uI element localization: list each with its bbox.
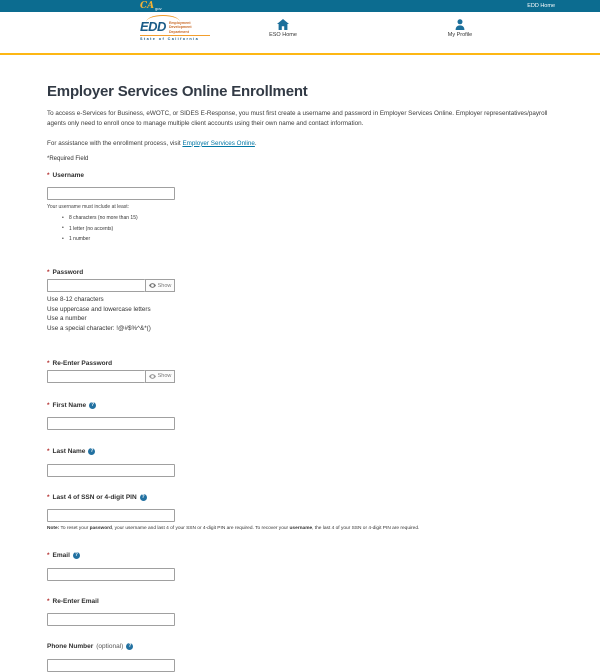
reenter-password-label: * Re-Enter Password bbox=[47, 359, 113, 367]
password-rule: Use a special character: !@#$%^&*() bbox=[47, 325, 151, 333]
eye-icon bbox=[149, 374, 156, 379]
first-name-label: * First Name ? bbox=[47, 401, 95, 409]
assistance-prefix: For assistance with the enrollment process, visit bbox=[47, 139, 183, 147]
page-title: Employer Services Online Enrollment bbox=[47, 83, 308, 100]
ssn-pin-label: * Last 4 of SSN or 4-digit PIN ? bbox=[47, 493, 145, 501]
assistance-suffix: . bbox=[254, 139, 257, 147]
edd-logo-tagline: State of California bbox=[140, 35, 210, 41]
username-group bbox=[47, 172, 553, 243]
required-asterisk: * bbox=[47, 597, 50, 605]
last-name-label: * Last Name ? bbox=[47, 448, 94, 456]
edd-logo-acronym: EDD bbox=[140, 19, 166, 34]
required-asterisk: * bbox=[47, 401, 50, 409]
last-name-group bbox=[47, 448, 553, 477]
reenter-email-group bbox=[47, 598, 553, 627]
password-rule: Use uppercase and lowercase letters bbox=[47, 305, 151, 313]
username-rule: • 1 number bbox=[62, 236, 553, 242]
required-asterisk: * bbox=[47, 269, 50, 277]
help-icon[interactable]: ? bbox=[141, 493, 145, 500]
edd-logo[interactable] bbox=[140, 15, 210, 41]
reenter-password-group bbox=[47, 360, 553, 383]
username-hint-title: Your username must include at least: bbox=[47, 204, 130, 211]
password-rule: Use 8-12 characters bbox=[47, 296, 104, 304]
home-icon bbox=[248, 18, 318, 30]
required-asterisk: * bbox=[47, 448, 50, 456]
reenter-email-label: * Re-Enter Email bbox=[47, 597, 99, 605]
required-asterisk: * bbox=[47, 171, 50, 179]
first-name-group bbox=[47, 402, 553, 431]
email-group bbox=[47, 552, 553, 581]
nav-eso-home-label: ESO Home bbox=[269, 32, 297, 38]
email-input[interactable] bbox=[47, 568, 175, 581]
password-rules bbox=[47, 295, 553, 333]
email-label: * Email ? bbox=[47, 552, 78, 560]
ca-gov-logo-text: CA bbox=[140, 0, 155, 11]
site-header bbox=[0, 12, 600, 55]
help-icon[interactable]: ? bbox=[91, 401, 95, 408]
reenter-email-input[interactable] bbox=[47, 613, 175, 626]
reenter-password-input[interactable] bbox=[47, 370, 145, 383]
password-input[interactable] bbox=[47, 279, 145, 292]
nav-eso-home[interactable] bbox=[248, 18, 318, 38]
password-group bbox=[47, 269, 553, 333]
last-name-input[interactable] bbox=[47, 464, 175, 477]
help-icon[interactable]: ? bbox=[128, 643, 132, 650]
intro-paragraph: To access e-Services for Business, eWOTC, or SIDES E-Response, you must first create a username and password in Employer Services Online. Employer representatives/payroll agents only need to enroll once to manage multiple client accounts using their own name and contact information. bbox=[47, 110, 548, 128]
ssn-pin-input[interactable] bbox=[47, 509, 175, 522]
required-asterisk: * bbox=[47, 493, 50, 501]
nav-my-profile[interactable] bbox=[425, 18, 495, 38]
username-label: * Username bbox=[47, 171, 84, 179]
eye-icon bbox=[149, 283, 156, 288]
ssn-pin-group bbox=[47, 494, 553, 532]
ca-gov-logo-suffix: gov bbox=[155, 5, 162, 11]
password-show-button[interactable]: Show bbox=[145, 279, 175, 292]
password-rule: Use a number bbox=[47, 315, 87, 323]
assistance-line bbox=[47, 140, 553, 147]
username-rules-list bbox=[62, 215, 553, 242]
edd-logo-department-lines: Employment Development Department bbox=[168, 21, 192, 34]
employer-services-online-link[interactable]: Employer Services Online bbox=[182, 139, 255, 147]
required-asterisk: * bbox=[47, 359, 50, 367]
username-rule: • 1 letter (no accents) bbox=[62, 226, 553, 232]
required-asterisk: * bbox=[47, 552, 50, 560]
reenter-password-show-button[interactable]: Show bbox=[145, 370, 175, 383]
ca-gov-logo[interactable] bbox=[140, 0, 162, 12]
first-name-input[interactable] bbox=[47, 417, 175, 430]
phone-group bbox=[47, 643, 553, 672]
phone-label: Phone Number (optional) ? bbox=[47, 643, 132, 651]
ssn-pin-note: Note: To reset your password, your username and last 4 of your SSN or 4-digit PIN are required. To recover your username, the last 4 of your SSN or 4-digit PIN are required. bbox=[47, 526, 420, 532]
help-icon[interactable]: ? bbox=[74, 552, 78, 559]
main-content bbox=[0, 83, 600, 672]
username-input[interactable] bbox=[47, 187, 175, 200]
edd-home-link[interactable]: EDD Home bbox=[527, 3, 555, 9]
phone-optional-suffix: (optional) bbox=[96, 643, 124, 651]
required-field-note: *Required Field bbox=[47, 155, 89, 162]
top-bar bbox=[0, 0, 600, 12]
phone-input[interactable] bbox=[47, 659, 175, 672]
password-label: * Password bbox=[47, 269, 84, 277]
nav-my-profile-label: My Profile bbox=[447, 32, 473, 38]
help-icon[interactable]: ? bbox=[90, 448, 94, 455]
username-rule: • 8 characters (no more than 15) bbox=[62, 215, 553, 221]
person-icon bbox=[425, 18, 495, 30]
